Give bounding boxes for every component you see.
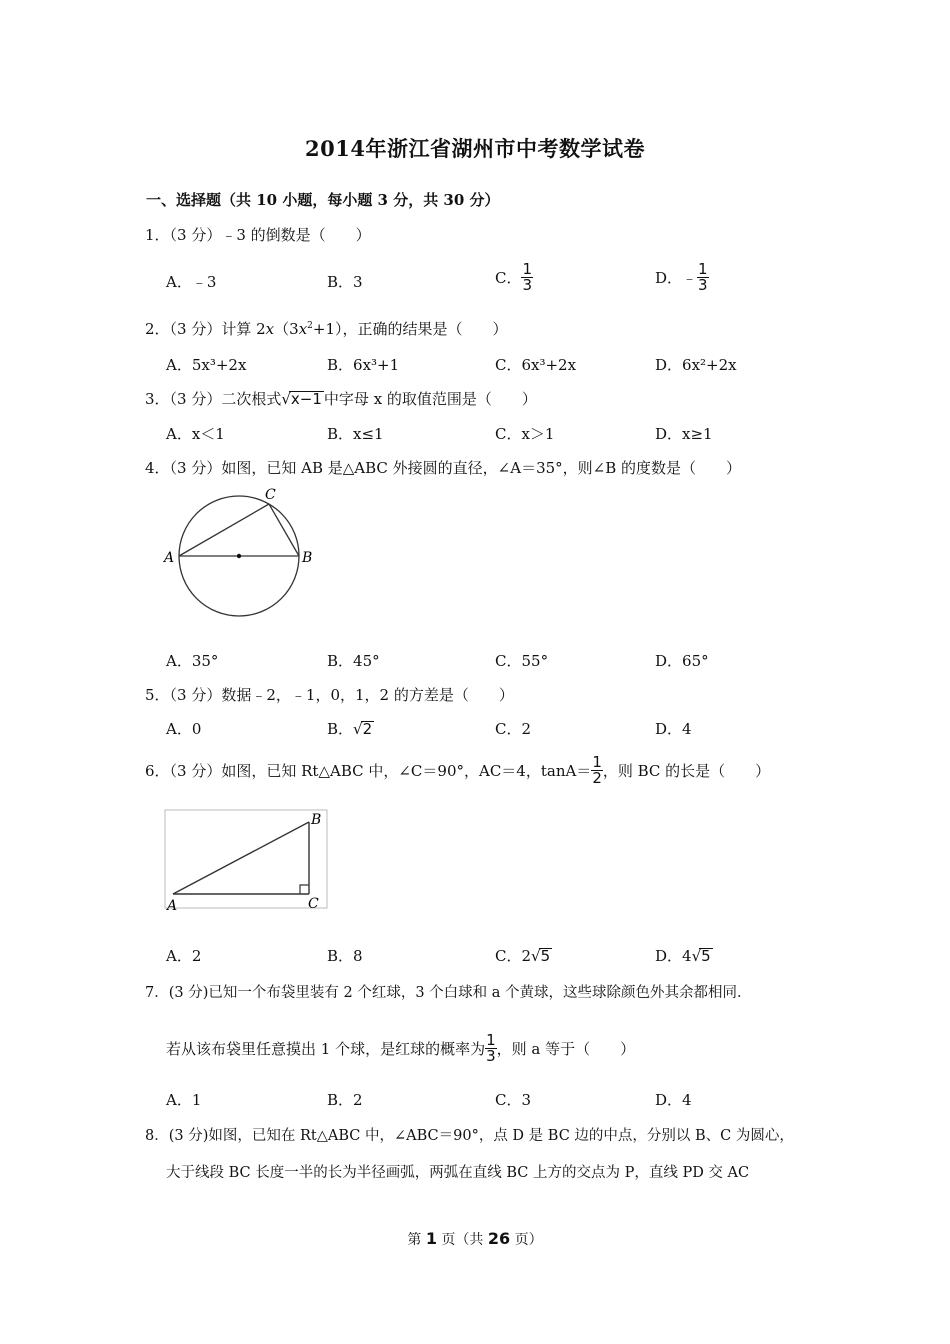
q3-option-d: D．x≥1 (655, 425, 713, 443)
q3-option-a: A．x＜1 (166, 425, 225, 443)
question-8-line-2: 大于线段 BC 长度一半的长为半径画弧，两弧在直线 BC 上方的交点为 P，直线 PD 交 AC (166, 1165, 750, 1181)
q6-option-c: C．2√5 (495, 947, 551, 965)
q5-option-d: D．4 (655, 720, 692, 738)
page-title: 2014年浙江省湖州市中考数学试卷 (305, 136, 645, 161)
fraction: $\frac{1}{2}$ (592, 753, 602, 787)
question-4-stem: 4．（3 分）如图，已知 AB 是△ABC 外接圆的直径，∠A＝35°，则∠B 的度数是（ ） (145, 459, 742, 477)
q7-option-c: C．3 (495, 1091, 532, 1109)
question-1-stem: 1．（3 分）﹣3 的倒数是（ ） (145, 226, 371, 244)
question-7-line-1: 7．(3 分)已知一个布袋里装有 2 个红球，3 个白球和 a 个黄球，这些球除颜色外其余都相同． (145, 985, 752, 1001)
side-ab (173, 822, 309, 894)
q6-option-d: D．4√5 (655, 947, 711, 965)
question-6-stem: 6．（3 分）如图，已知 Rt△ABC 中，∠C＝90°，AC＝4，tanA＝ $\frac{1}{2}$ ，则 BC 的长是（ ） (145, 753, 771, 787)
question-8-line-1: 8．(3 分)如图，已知在 Rt△ABC 中，∠ABC＝90°，点 D 是 BC 边的中点，分别以 B、C 为圆心， (145, 1128, 794, 1144)
q1-option-c: C． $\frac{1}{3}$ (495, 260, 533, 294)
q5-option-b: B．√2 (327, 720, 373, 738)
question-3-stem: 3．（3 分）二次根式√x−1 中字母 x 的取值范围是（ ） (145, 390, 537, 408)
q5-option-c: C．2 (495, 720, 532, 738)
label-c: C (308, 896, 319, 912)
q1-option-a: A．﹣3 (166, 273, 217, 291)
q4-option-c: C．55° (495, 652, 549, 670)
q4-option-b: B．45° (327, 652, 380, 670)
section-heading: 一、选择题（共 10 小题，每小题 3 分，共 30 分） (146, 191, 500, 209)
q1-option-d: D．﹣ $\frac{1}{3}$ (655, 260, 708, 294)
label-a: A (167, 898, 178, 913)
radical: x−1 (290, 390, 322, 408)
q3-option-b: B．x≤1 (327, 425, 384, 443)
q6-option-a: A．2 (166, 947, 202, 965)
q6-option-b: B．8 (327, 947, 363, 965)
page-footer: 第 1 页（共 26 页） (407, 1229, 543, 1248)
side-ac (179, 504, 269, 556)
fraction: $\frac{1}{3}$ (522, 260, 533, 294)
q5-option-a: A．0 (166, 720, 202, 738)
label-c: C (265, 487, 276, 503)
q3-option-c: C．x＞1 (495, 425, 555, 443)
question-5-stem: 5．（3 分）数据﹣2，﹣1，0，1，2 的方差是（ ） (145, 686, 514, 704)
circle-triangle-figure (160, 482, 320, 622)
q2-option-b: B．6x³+1 (327, 356, 400, 374)
fraction: $\frac{1}{3}$ (698, 260, 708, 294)
label-b: B (302, 550, 313, 566)
right-angle-mark (300, 885, 309, 894)
question-7-line-2: 若从该布袋里任意摸出 1 个球，是红球的概率为 $\frac{1}{3}$ ，则 a 等于（ ） (166, 1031, 636, 1065)
label-b: B (311, 812, 322, 828)
center-point (237, 554, 241, 558)
q4-option-d: D．65° (655, 652, 709, 670)
q2-option-d: D．6x²+2x (655, 356, 737, 374)
q2-option-a: A．5x³+2x (166, 356, 247, 374)
q7-option-b: B．2 (327, 1091, 363, 1109)
question-2-stem: 2．（3 分）计算 $2x(3x^2+1)$，正确的结果是（ ） (145, 320, 508, 338)
q2-option-c: C．6x³+2x (495, 356, 577, 374)
q7-option-d: D．4 (655, 1091, 692, 1109)
q1-option-b: B．3 (327, 273, 363, 291)
q4-option-a: A．35° (166, 652, 219, 670)
side-cb (269, 504, 299, 556)
fraction: $\frac{1}{3}$ (486, 1031, 496, 1065)
q7-option-a: A．1 (166, 1091, 202, 1109)
right-triangle-figure (163, 808, 333, 913)
label-a: A (164, 550, 175, 566)
